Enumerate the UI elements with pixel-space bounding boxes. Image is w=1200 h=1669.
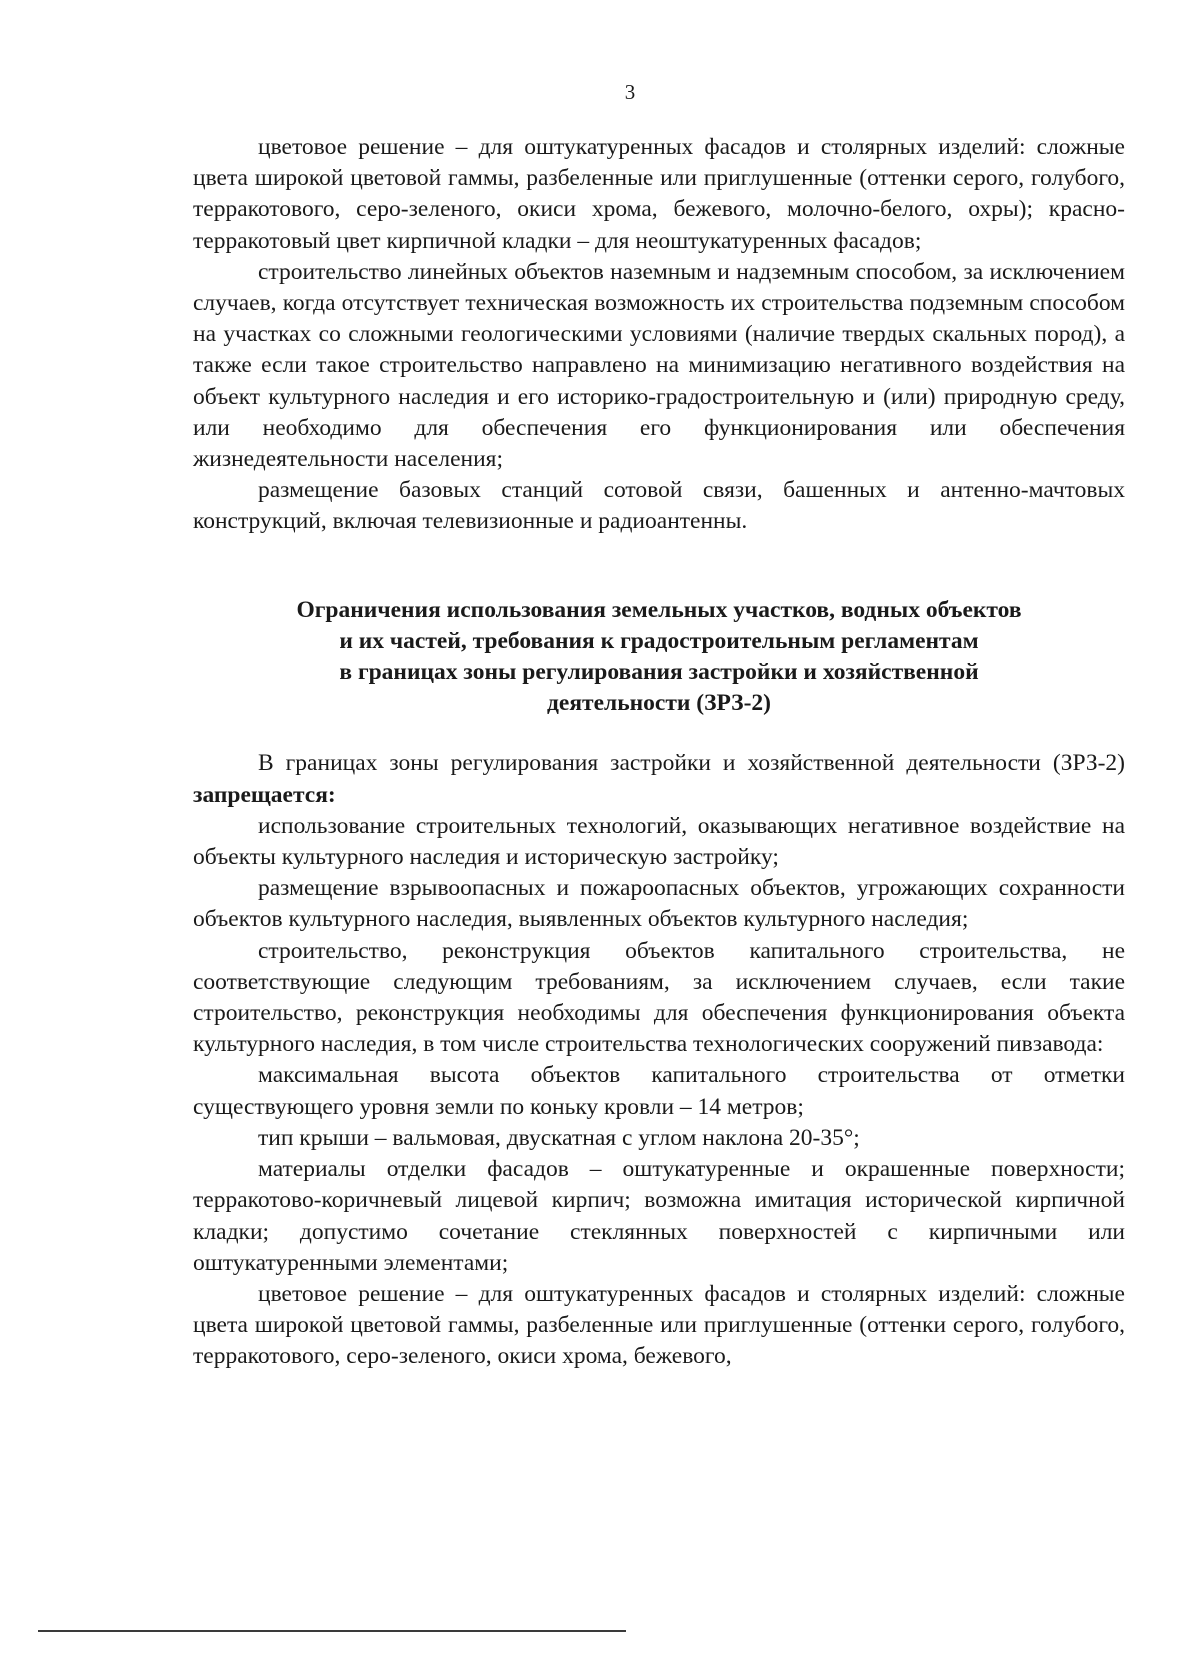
paragraph-color-solution: цветовое решение – для оштукатуренных фасадов и столярных изделий: сложные цвета широкой цветовой гаммы, разбеленные или приглушенные (оттенки серого, голубого, терракотового, серо-зеленого, окиси хрома, бежевого, молочно-белого, охры); красно-терракотовый цвет кирпичной кладки – для неоштукатуренных фасадов; [193,134,1125,254]
section-heading [193,595,1125,720]
paragraph-construction-requirements: строительство, реконструкция объектов капитального строительства, не соответствующие следующим требованиям, за исключением случаев, если такие строительство, реконструкция необходимы для обеспечения функционирования объекта культурного наследия, в том числе строительства технологических сооружений пивзавода: [193,937,1125,1058]
paragraph-base-stations: размещение базовых станций сотовой связи, башенных и антенно-мачтовых конструкций, включая телевизионные и радиоантенны. [193,477,1125,535]
paragraph-intro [193,748,1125,810]
heading-line: в границах зоны регулирования застройки и хозяйственной [339,659,979,686]
paragraph-roof-type: тип крыши – вальмовая, двускатная с углом наклона 20-35°; [258,1124,860,1151]
intro-text: В границах зоны регулирования застройки и хозяйственной деятельности (ЗРЗ-2) [258,750,1125,777]
heading-line: Ограничения использования земельных участков, водных объектов [296,596,1022,623]
footer-divider [38,1630,626,1632]
page-number: 3 [624,80,636,104]
paragraph-technologies: использование строительных технологий, оказывающих негативное воздействие на объекты культурного наследия и историческую застройку; [193,812,1125,871]
paragraph-linear-objects: строительство линейных объектов наземным и надземным способом, за исключением случаев, когда отсутствует техническая возможность их строительства подземным способом на участках со сложными геологическими условиями (наличие твердых скальных пород), а также если такое строительство направлено на минимизацию негативного воздействия на объект культурного наследия и его историко-градостроительную и (или) природную среду, или необходимо для обеспечения его функционирования или обеспечения жизнедеятельности населения; [193,258,1125,473]
intro-prohibited: запрещается: [193,781,336,808]
paragraph-facade-materials: материалы отделки фасадов – оштукатуренные и окрашенные поверхности; терракотово-коричневый лицевой кирпич; возможна имитация исторической кирпичной кладки; допустимо сочетание стеклянных поверхностей с кирпичными или оштукатуренными элементами; [193,1156,1125,1276]
paragraph-max-height: максимальная высота объектов капитального строительства от отметки существующего уровня земли по коньку кровли – 14 метров; [193,1062,1125,1120]
paragraph-color-solution-2: цветовое решение – для оштукатуренных фасадов и столярных изделий: сложные цвета широкой цветовой гаммы, разбеленные или приглушенные (оттенки серого, голубого, терракотового, серо-зеленого, окиси хрома, бежевого, [193,1280,1125,1370]
document-body [193,132,1125,1373]
paragraph-explosive-objects: размещение взрывоопасных и пожароопасных объектов, угрожающих сохранности объектов культурного наследия, выявленных объектов культурного наследия; [193,875,1125,933]
heading-line: деятельности (ЗРЗ-2) [547,690,771,717]
heading-line: и их частей, требования к градостроительным регламентам [339,627,979,654]
